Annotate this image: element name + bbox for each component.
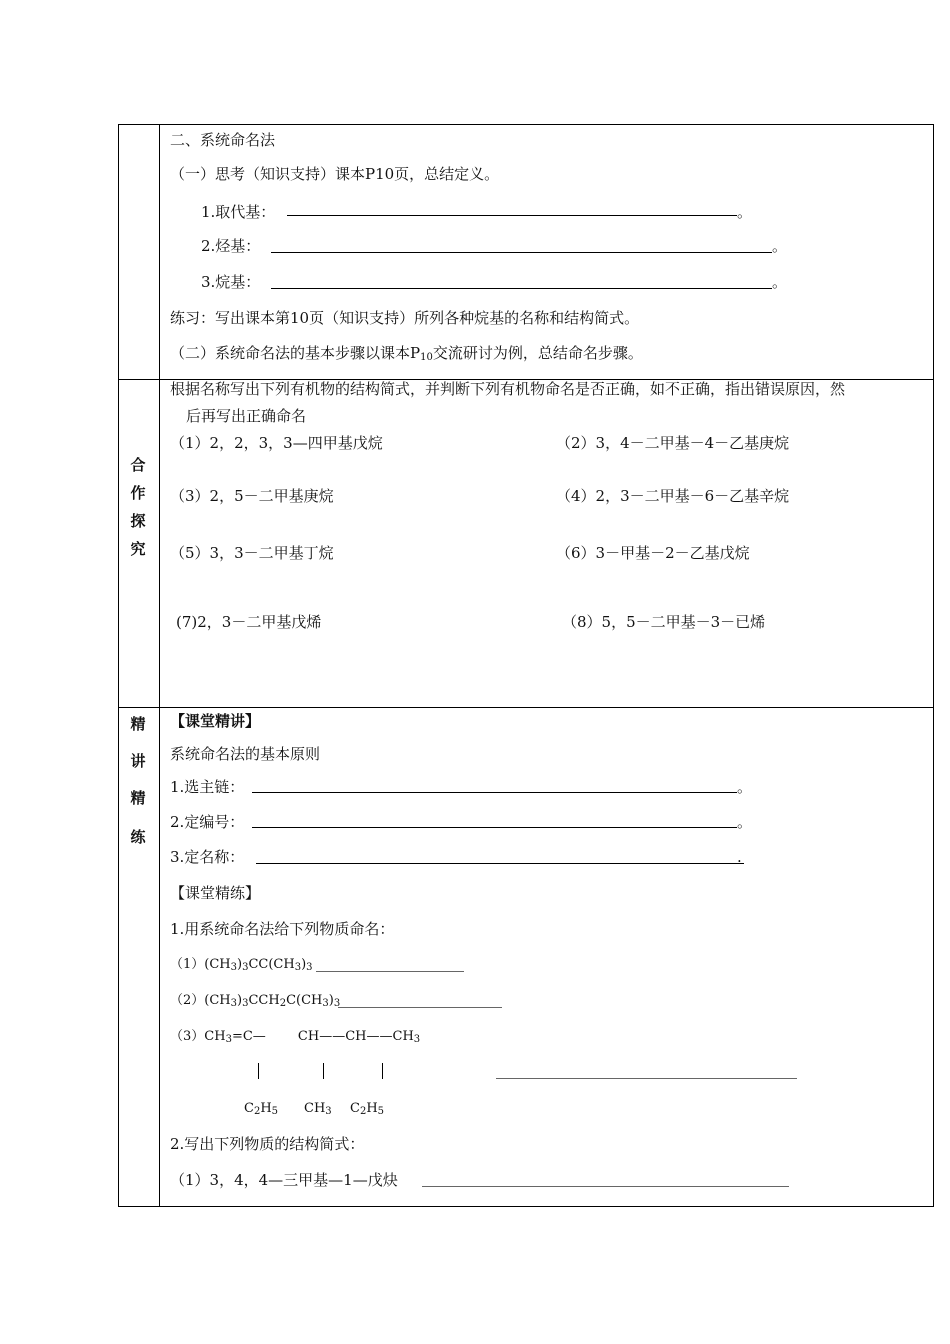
row-divider-2	[118, 707, 933, 708]
formula-subscript: 3	[225, 1034, 232, 1045]
answer-blank-formula-3[interactable]	[496, 1078, 797, 1079]
formula-2	[170, 992, 340, 1010]
rule-label-naming: 3.定名称：	[170, 848, 245, 866]
formula-1-prefix: （1）	[170, 957, 205, 972]
formula-part: C(CH	[286, 993, 323, 1008]
blank-end-mark: 。	[772, 273, 788, 291]
branch-group: $C_2H_5$	[350, 1101, 385, 1117]
formula-3-prefix: （3）	[170, 1029, 205, 1044]
exercise-intro-line-2: 后再写出正确命名	[186, 407, 307, 425]
formula-subscript: 3	[230, 998, 238, 1009]
formula-part: (CH	[204, 957, 231, 972]
header-lecture: 【课堂精讲】	[170, 712, 261, 730]
side-label-char: 练	[130, 828, 146, 846]
exercise-item: （8）5，5－二甲基－3－已烯	[562, 613, 766, 631]
formula-subscript: 3	[294, 962, 302, 973]
exercise-1-instruction: 1.用系统命名法给下列物质命名：	[170, 920, 395, 938]
label-column-divider	[159, 124, 160, 1206]
page-subscript: 10	[420, 352, 433, 363]
rule-label-main-chain: 1.选主链：	[170, 778, 245, 796]
side-label-char: 作	[130, 484, 146, 502]
formula-1	[170, 956, 313, 974]
blank-end-mark: .	[737, 848, 742, 866]
answer-blank-substituent[interactable]	[287, 215, 737, 216]
section-title: 二、系统命名法	[170, 131, 276, 149]
blank-end-mark: 。	[737, 203, 753, 221]
formula-part: CCH	[248, 993, 280, 1008]
formula-part: CC(CH	[248, 957, 295, 972]
subtitle-principles: 系统命名法的基本原则	[170, 745, 321, 763]
side-label-char: 究	[130, 540, 146, 558]
bond-line	[258, 1063, 259, 1079]
formula-part: CH	[204, 1029, 226, 1044]
exercise-item: （3）2，5－二甲基庚烷	[170, 487, 334, 505]
branch-group: $C_2H_5$	[244, 1101, 279, 1117]
bond-line	[382, 1063, 383, 1079]
side-label-char: 合	[130, 456, 146, 474]
answer-blank-formula-2[interactable]	[338, 1007, 502, 1008]
exercise-2-instruction: 2.写出下列物质的结构简式：	[170, 1135, 365, 1153]
branch-group: $CH_3$	[304, 1101, 332, 1117]
bond-line	[323, 1063, 324, 1079]
formula-2-prefix: （2）	[170, 993, 205, 1008]
formula-3-main-chain	[170, 1028, 420, 1046]
formula-subscript: 3	[242, 998, 249, 1009]
answer-blank-main-chain[interactable]	[252, 792, 737, 793]
formula-part: (CH	[204, 993, 231, 1008]
answer-blank-exercise-2-item-1[interactable]	[422, 1186, 789, 1187]
definition-label-substituent: 1.取代基：	[201, 203, 276, 221]
exercise-item: （2）3，4－二甲基－4－乙基庚烷	[556, 434, 790, 452]
formula-subscript: 3	[306, 962, 313, 973]
answer-blank-hydrocarbyl[interactable]	[271, 252, 772, 253]
answer-blank-naming[interactable]	[256, 863, 744, 864]
formula-subscript: 3	[413, 1034, 421, 1045]
side-label-char: 探	[130, 512, 146, 530]
blank-end-mark: 。	[772, 237, 788, 255]
formula-part: )	[237, 957, 243, 972]
exercise-intro-line-1: 根据名称写出下列有机物的结构简式，并判断下列有机物命名是否正确，如不正确，指出错误原因，然	[170, 380, 846, 398]
formula-subscript: 3	[322, 998, 329, 1009]
question-2-prefix: （二）系统命名法的基本步骤以课本P	[170, 344, 421, 362]
definition-label-alkyl: 3.烷基：	[201, 273, 261, 291]
formula-subscript: 3	[230, 962, 238, 973]
blank-end-mark: 。	[737, 813, 753, 831]
rule-label-numbering: 2.定编号：	[170, 813, 245, 831]
side-label-char: 讲	[130, 752, 146, 770]
answer-blank-numbering[interactable]	[252, 827, 737, 828]
question-2	[170, 344, 643, 362]
formula-subscript: 2	[279, 998, 287, 1009]
definition-label-hydrocarbyl: 2.烃基：	[201, 237, 261, 255]
formula-part: )	[301, 957, 307, 972]
formula-subscript: 3	[333, 998, 341, 1009]
formula-part: =C—	[231, 1029, 266, 1044]
exercise-item: （6）3－甲基－2－乙基戊烷	[556, 544, 750, 562]
formula-subscript: 3	[242, 962, 249, 973]
answer-blank-formula-1[interactable]	[316, 971, 464, 972]
exercise-item: （1）2，2，3，3—四甲基戊烷	[170, 434, 383, 452]
question-2-suffix: 交流研讨为例，总结命名步骤。	[432, 344, 643, 362]
blank-end-mark: 。	[737, 778, 753, 796]
formula-part: CH——CH——CH	[293, 1029, 414, 1044]
exercise-item: （4）2，3－二甲基－6－乙基辛烷	[556, 487, 790, 505]
formula-part: )	[237, 993, 243, 1008]
side-label-char: 精	[130, 789, 146, 807]
exercise-item: （5）3，3－二甲基丁烷	[170, 544, 334, 562]
answer-blank-alkyl[interactable]	[271, 288, 772, 289]
exercise-item: (7)2，3－二甲基戊烯	[176, 613, 322, 631]
side-label-char: 精	[130, 715, 146, 733]
header-practice: 【课堂精练】	[170, 884, 261, 902]
question-1: （一）思考（知识支持）课本P10页，总结定义。	[170, 165, 500, 183]
formula-part: )	[328, 993, 334, 1008]
practice-instruction: 练习：写出课本第10页（知识支持）所列各种烷基的名称和结构简式。	[170, 309, 640, 327]
exercise-2-item-1: （1）3，4，4—三甲基—1—戊炔	[170, 1171, 398, 1189]
